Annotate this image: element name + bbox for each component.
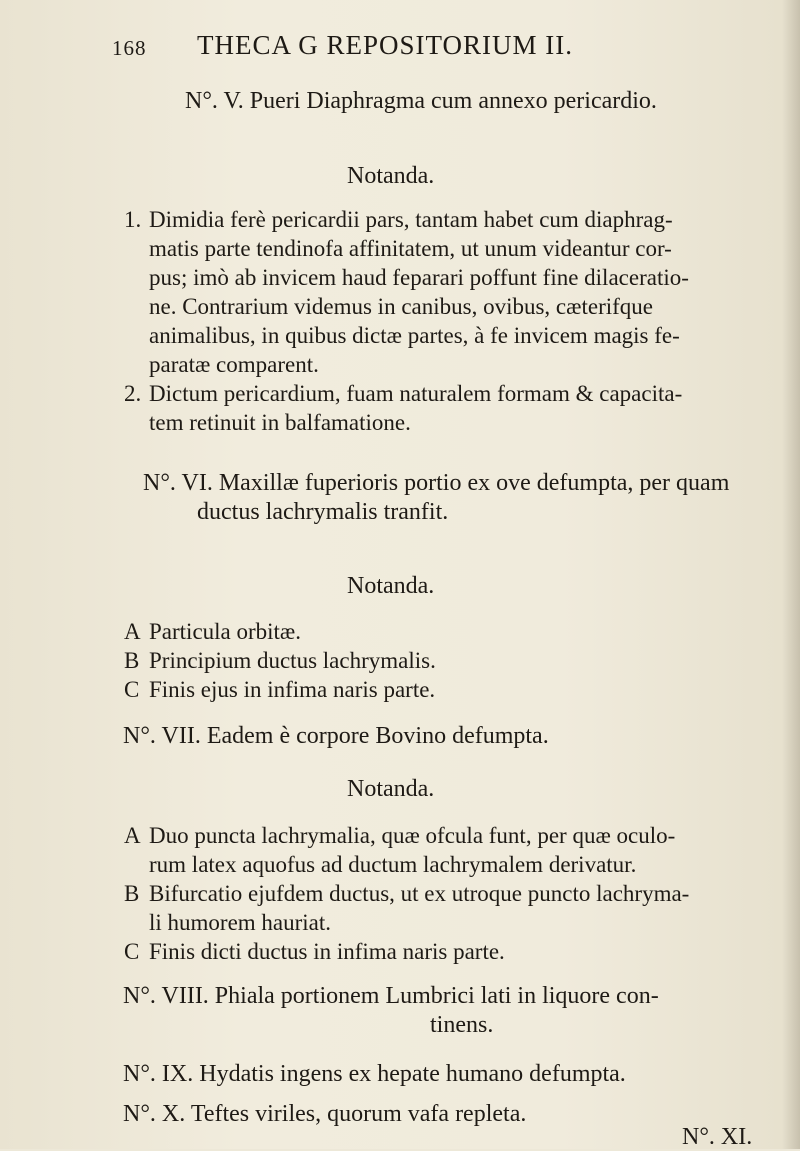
notanda-heading: Notanda. bbox=[347, 573, 435, 599]
item-label: C bbox=[124, 939, 140, 964]
body-line: Finis ejus in infima naris parte. bbox=[149, 677, 436, 702]
entry-title-vii: N°. VII. Eadem è corpore Bovino defumpta. bbox=[123, 723, 549, 749]
body-line: rum latex aquofus ad ductum lachrymalem derivatur. bbox=[149, 852, 637, 877]
body-line: matis parte tendinofa affinitatem, ut unum videantur cor- bbox=[149, 236, 672, 261]
body-line: li humorem hauriat. bbox=[149, 910, 332, 935]
item-label: A bbox=[124, 619, 141, 644]
item-label: B bbox=[124, 881, 140, 906]
body-line: Duo puncta lachrymalia, quæ ofcula funt, per quæ oculo- bbox=[149, 823, 676, 848]
body-line: paratæ comparent. bbox=[149, 352, 319, 377]
body-line: tem retinuit in balfamatione. bbox=[149, 410, 411, 435]
page-number: 168 bbox=[112, 36, 147, 60]
entry-title-viii: N°. VIII. Phiala portionem Lumbrici lati in liquore con- bbox=[123, 983, 659, 1009]
entry-title-vi-cont: ductus lachrymalis tranfit. bbox=[197, 499, 449, 525]
item-label: B bbox=[124, 648, 140, 673]
body-line: Dimidia ferè pericardii pars, tantam habet cum diaphrag- bbox=[149, 207, 673, 232]
catchword: N°. XI. bbox=[682, 1124, 753, 1150]
entry-title-viii-cont: tinens. bbox=[430, 1012, 494, 1038]
item-label: 2. bbox=[124, 381, 142, 406]
body-line: animalibus, in quibus dictæ partes, à fe invicem magis fe- bbox=[149, 323, 680, 348]
body-line: Dictum pericardium, fuam naturalem formam & capacita- bbox=[149, 381, 683, 406]
entry-title-v: N°. V. Pueri Diaphragma cum annexo pericardio. bbox=[185, 88, 657, 114]
body-line: Particula orbitæ. bbox=[149, 619, 302, 644]
body-line: Finis dicti ductus in infima naris parte. bbox=[149, 939, 505, 964]
body-line: pus; imò ab invicem haud feparari poffunt fine dilaceratio- bbox=[149, 265, 689, 290]
body-line: Principium ductus lachrymalis. bbox=[149, 648, 436, 673]
item-label: C bbox=[124, 677, 140, 702]
body-line: Bifurcatio ejufdem ductus, ut ex utroque puncto lachryma- bbox=[149, 881, 690, 906]
notanda-heading: Notanda. bbox=[347, 163, 435, 189]
item-label: A bbox=[124, 823, 141, 848]
page-edge-shadow bbox=[782, 0, 800, 1149]
body-line: ne. Contrarium videmus in canibus, ovibus, cæterifque bbox=[149, 294, 653, 319]
notanda-heading: Notanda. bbox=[347, 776, 435, 802]
entry-title-x: N°. X. Teftes viriles, quorum vafa repleta. bbox=[123, 1101, 527, 1127]
entry-title-vi: N°. VI. Maxillæ fuperioris portio ex ove defumpta, per quam bbox=[143, 470, 730, 496]
running-title: THECA G REPOSITORIUM II. bbox=[197, 30, 574, 60]
item-label: 1. bbox=[124, 207, 142, 232]
entry-title-ix: N°. IX. Hydatis ingens ex hepate humano defumpta. bbox=[123, 1061, 626, 1087]
